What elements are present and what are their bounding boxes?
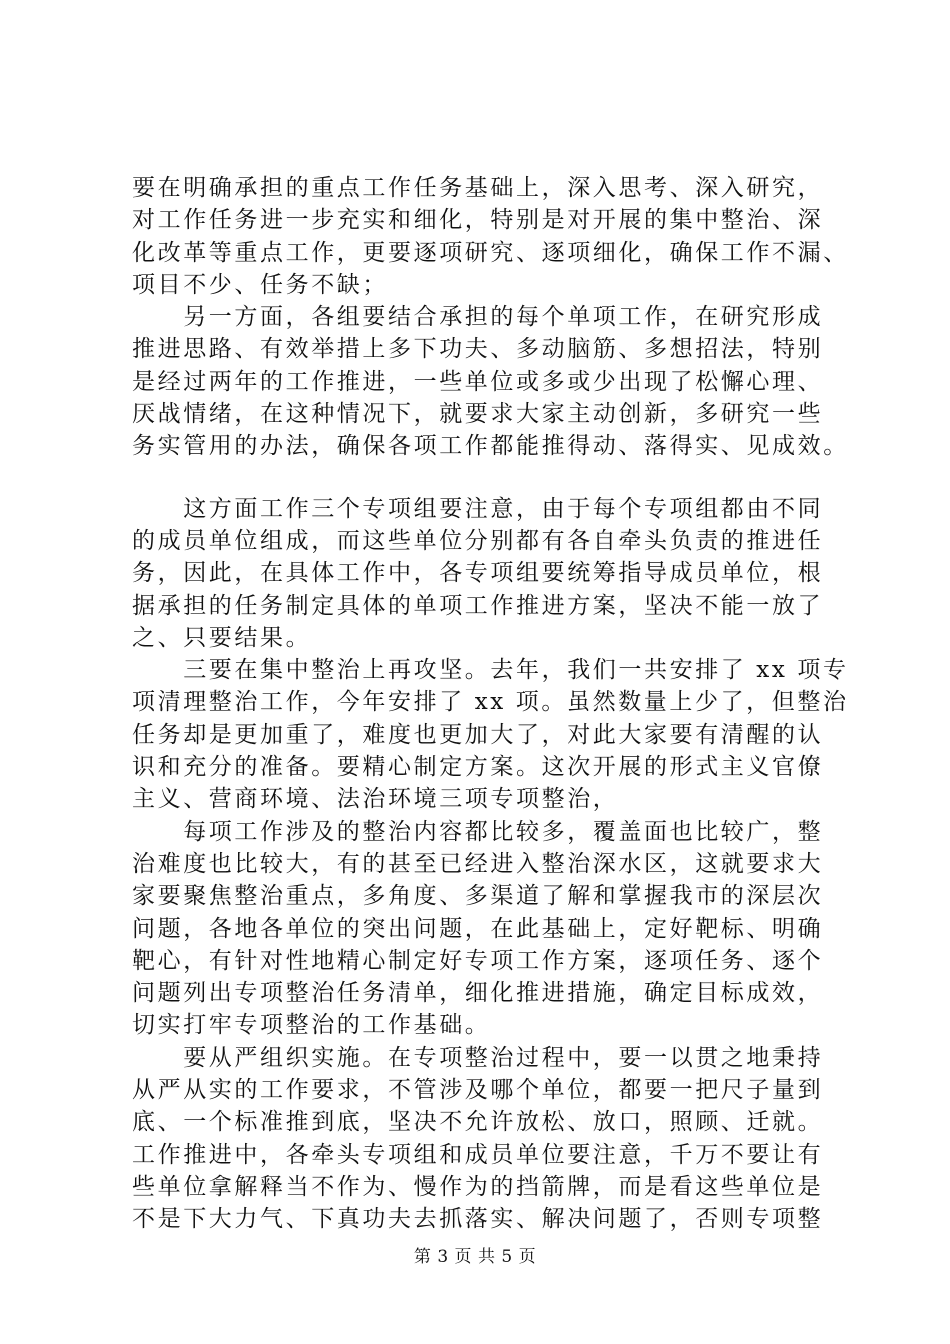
text-line: 靶心，有针对性地精心制定好专项工作方案，逐项任务、逐个: [132, 947, 824, 974]
text-line: 另一方面，各组要结合承担的每个单项工作，在研究形成: [132, 304, 824, 331]
text-line: 要从严组织实施。在专项整治过程中，要一以贯之地秉持: [132, 1044, 824, 1071]
text-line: 务，因此，在具体工作中，各专项组要统筹指导成员单位，根: [132, 560, 824, 587]
text-line: 切实打牢专项整治的工作基础。: [132, 1012, 491, 1039]
page-number-footer: 第 3 页 共 5 页: [413, 1247, 537, 1267]
text-line: 工作推进中，各牵头专项组和成员单位要注意，千万不要让有: [132, 1141, 824, 1168]
text-line: 家要聚焦整治重点，多角度、多渠道了解和掌握我市的深层次: [132, 883, 824, 910]
text-line: 底、一个标准推到底，坚决不允许放松、放口，照顾、迁就。: [132, 1109, 824, 1136]
text-line: 问题列出专项整治任务清单，细化推进措施，确定目标成效，: [132, 980, 824, 1007]
text-line: 任务却是更加重了，难度也更加大了，对此大家要有清醒的认: [132, 721, 824, 748]
text-line: 务实管用的办法，确保各项工作都能推得动、落得实、见成效。: [132, 433, 849, 460]
text-line: 些单位拿解释当不作为、慢作为的挡箭牌，而是看这些单位是: [132, 1173, 824, 1200]
text-line: 项清理整治工作，今年安排了 xx 项。虽然数量上少了，但整治: [132, 689, 849, 716]
text-line: 之、只要结果。: [132, 624, 312, 651]
text-line: 对工作任务进一步充实和细化，特别是对开展的集中整治、深: [132, 207, 824, 234]
text-line: 问题，各地各单位的突出问题，在此基础上，定好靶标、明确: [132, 915, 824, 942]
paragraph-gap: [132, 463, 832, 493]
text-line: 厌战情绪，在这种情况下，就要求大家主动创新，多研究一些: [132, 401, 824, 428]
text-line: 化改革等重点工作，更要逐项研究、逐项细化，确保工作不漏、: [132, 239, 849, 266]
text-line: 是经过两年的工作推进，一些单位或多或少出现了松懈心理、: [132, 368, 824, 395]
text-line: 治难度也比较大，有的甚至已经进入整治深水区，这就要求大: [132, 850, 824, 877]
text-line: 主义、营商环境、法治环境三项专项整治，: [132, 786, 619, 813]
text-line: 据承担的任务制定具体的单项工作推进方案，坚决不能一放了: [132, 592, 824, 619]
text-line: 这方面工作三个专项组要注意，由于每个专项组都由不同: [132, 495, 824, 522]
text-line: 三要在集中整治上再攻坚。去年，我们一共安排了 xx 项专: [132, 657, 849, 684]
text-line: 不是下大力气、下真功夫去抓落实、解决问题了，否则专项整: [132, 1206, 824, 1233]
text-line: 项目不少、任务不缺；: [132, 271, 388, 298]
text-line: 的成员单位组成，而这些单位分别都有各自牵头负责的推进任: [132, 527, 824, 554]
text-line: 从严从实的工作要求，不管涉及哪个单位，都要一把尺子量到: [132, 1077, 824, 1104]
text-line: 每项工作涉及的整治内容都比较多，覆盖面也比较广，整: [132, 818, 824, 845]
text-line: 要在明确承担的重点工作任务基础上，深入思考、深入研究，: [132, 175, 824, 201]
document-body: [132, 172, 849, 1236]
text-line: 推进思路、有效举措上多下功夫、多动脑筋、多想招法，特别: [132, 336, 824, 363]
text-line: 识和充分的准备。要精心制定方案。这次开展的形式主义官僚: [132, 754, 824, 781]
